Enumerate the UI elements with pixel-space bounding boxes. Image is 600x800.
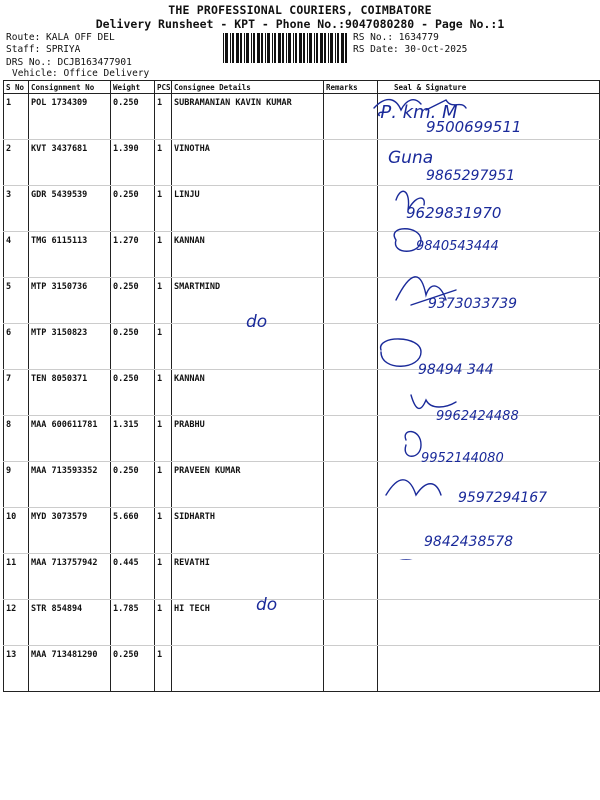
- barcode-bar: [267, 33, 270, 63]
- handwritten-phone-4: 9840543444: [416, 239, 499, 254]
- cell-sno: 10: [4, 508, 29, 554]
- barcode-bar: [251, 33, 252, 63]
- cell-pcs: 1: [155, 600, 172, 646]
- cell-weight: 1.315: [111, 416, 155, 462]
- cell-pcs: 1: [155, 462, 172, 508]
- cell-consignee: HI TECH: [172, 600, 324, 646]
- drs-label: DRS No.: DCJB163477901: [6, 57, 132, 68]
- header-weight: Weight: [111, 81, 155, 94]
- cell-consignment: MTP 3150823: [29, 324, 111, 370]
- cell-pcs: 1: [155, 324, 172, 370]
- signature-scribble-8: [411, 395, 456, 408]
- barcode-bar: [303, 33, 305, 63]
- cell-sno: 13: [4, 646, 29, 692]
- route-label: Route: KALA OFF DEL: [6, 32, 115, 43]
- barcode-bar: [244, 33, 245, 63]
- cell-weight: 0.250: [111, 646, 155, 692]
- barcode-bar: [240, 33, 242, 63]
- cell-consignee: SMARTMIND: [172, 278, 324, 324]
- header-remarks: Remarks: [324, 81, 378, 94]
- cell-pcs: 1: [155, 508, 172, 554]
- barcode-bar: [288, 33, 291, 63]
- cell-consignment: TMG 6115113: [29, 232, 111, 278]
- signature-scribble-10: [386, 480, 441, 495]
- cell-sno: 12: [4, 600, 29, 646]
- header-consignee: Consignee Details: [172, 81, 324, 94]
- cell-weight: 1.270: [111, 232, 155, 278]
- rs-date: RS Date: 30-Oct-2025: [353, 44, 468, 55]
- header-pcs: PCS: [155, 81, 172, 94]
- handwritten-phone-11: 9842438578: [424, 534, 514, 550]
- cell-weight: 1.785: [111, 600, 155, 646]
- barcode-bar: [330, 33, 333, 63]
- cell-consignee: SIDHARTH: [172, 508, 324, 554]
- barcode-bar: [246, 33, 249, 63]
- barcode-bar: [328, 33, 329, 63]
- barcode-bar: [278, 33, 281, 63]
- cell-consignment: TEN 8050371: [29, 370, 111, 416]
- barcode-bar: [309, 33, 312, 63]
- barcode-bar: [282, 33, 284, 63]
- barcode-bar: [335, 33, 336, 63]
- header-consignment: Consignment No: [29, 81, 111, 94]
- barcode-bar: [223, 33, 224, 63]
- handwritten-name-2: Guna: [388, 148, 434, 168]
- cell-consignee: LINJU: [172, 186, 324, 232]
- barcode-bar: [265, 33, 266, 63]
- cell-pcs: 1: [155, 416, 172, 462]
- table-row: [4, 646, 600, 692]
- cell-consignment: MAA 713593352: [29, 462, 111, 508]
- header-seal: Seal & Signature: [378, 81, 600, 94]
- cell-pcs: 1: [155, 554, 172, 600]
- signature-scribble-7: [381, 339, 421, 366]
- cell-pcs: 1: [155, 186, 172, 232]
- cell-consignee: KANNAN: [172, 232, 324, 278]
- barcode-image: [223, 33, 351, 63]
- cell-consignee: VINOTHA: [172, 140, 324, 186]
- barcode-bar: [236, 33, 239, 63]
- barcode-bar: [307, 33, 308, 63]
- document-subtitle: Delivery Runsheet - KPT - Phone No.:9047080280 - Page No.:1: [95, 17, 505, 31]
- cell-consignment: MAA 713757942: [29, 554, 111, 600]
- cell-weight: 0.250: [111, 94, 155, 140]
- cell-seal: [378, 646, 600, 692]
- cell-sno: 4: [4, 232, 29, 278]
- cell-consignment: MTP 3150736: [29, 278, 111, 324]
- barcode-bar: [324, 33, 326, 63]
- barcode-bar: [337, 33, 339, 63]
- cell-seal: [378, 600, 600, 646]
- cell-sno: 11: [4, 554, 29, 600]
- barcode-bar: [316, 33, 318, 63]
- cell-pcs: 1: [155, 278, 172, 324]
- cell-consignee: KANNAN: [172, 370, 324, 416]
- barcode-bar: [274, 33, 276, 63]
- barcode-bar: [257, 33, 260, 63]
- ditto-mark-row-6: do: [246, 312, 268, 332]
- handwritten-phone-1: 9500699511: [426, 118, 522, 136]
- signatures-overlay: [366, 0, 600, 560]
- rs-number: RS No.: 1634779: [353, 32, 439, 43]
- barcode-bar: [293, 33, 294, 63]
- cell-consignment: GDR 5439539: [29, 186, 111, 232]
- cell-consignee: REVATHI: [172, 554, 324, 600]
- cell-pcs: 1: [155, 94, 172, 140]
- cell-consignment: MAA 600611781: [29, 416, 111, 462]
- cell-consignment: MAA 713481290: [29, 646, 111, 692]
- cell-sno: 8: [4, 416, 29, 462]
- cell-sno: 9: [4, 462, 29, 508]
- vehicle-label: Vehicle: Office Delivery: [12, 68, 150, 79]
- barcode-bar: [314, 33, 315, 63]
- cell-pcs: 1: [155, 232, 172, 278]
- cell-consignee: PRAVEEN KUMAR: [172, 462, 324, 508]
- staff-label: Staff: SPRIYA: [6, 44, 81, 55]
- barcode-bar: [230, 33, 231, 63]
- handwritten-phone-7: 98494 344: [418, 362, 494, 378]
- cell-consignee: SUBRAMANIAN KAVIN KUMAR: [172, 94, 324, 140]
- cell-consignee: [172, 646, 324, 692]
- cell-consignment: MYD 3073579: [29, 508, 111, 554]
- signature-scribble-9: [405, 432, 421, 457]
- barcode-bar: [272, 33, 273, 63]
- cell-remarks: [324, 646, 378, 692]
- cell-weight: 0.250: [111, 186, 155, 232]
- barcode-bar: [286, 33, 287, 63]
- table-row: [4, 554, 600, 600]
- cell-remarks: [324, 554, 378, 600]
- cell-pcs: 1: [155, 140, 172, 186]
- header-sno: S No: [4, 81, 29, 94]
- cell-sno: 2: [4, 140, 29, 186]
- handwritten-phone-8: 9962424488: [436, 409, 519, 424]
- barcode-bar: [341, 33, 344, 63]
- cell-weight: 5.660: [111, 508, 155, 554]
- cell-weight: 0.250: [111, 462, 155, 508]
- cell-sno: 5: [4, 278, 29, 324]
- barcode-bar: [225, 33, 228, 63]
- table-row: [4, 600, 600, 646]
- cell-sno: 1: [4, 94, 29, 140]
- barcode-bar: [253, 33, 255, 63]
- cell-sno: 7: [4, 370, 29, 416]
- cell-consignment: POL 1734309: [29, 94, 111, 140]
- cell-weight: 0.250: [111, 278, 155, 324]
- handwritten-phone-3: 9629831970: [406, 204, 502, 222]
- cell-pcs: 1: [155, 370, 172, 416]
- cell-consignment: STR 854894: [29, 600, 111, 646]
- handwritten-phone-10: 9597294167: [458, 490, 548, 506]
- cell-consignee: PRABHU: [172, 416, 324, 462]
- barcode-bar: [232, 33, 234, 63]
- handwritten-phone-5: 9373033739: [428, 296, 518, 312]
- document-title: THE PROFESSIONAL COURIERS, COIMBATORE: [168, 3, 432, 17]
- cell-pcs: 1: [155, 646, 172, 692]
- cell-seal: [378, 554, 600, 600]
- signature-initials-1: Ꝓ. km. M: [378, 102, 458, 123]
- cell-sno: 3: [4, 186, 29, 232]
- barcode-bar: [261, 33, 263, 63]
- barcode-bar: [320, 33, 323, 63]
- cell-weight: 0.250: [111, 370, 155, 416]
- barcode-bar: [299, 33, 302, 63]
- cell-remarks: [324, 600, 378, 646]
- cell-weight: 0.250: [111, 324, 155, 370]
- cell-consignment: KVT 3437681: [29, 140, 111, 186]
- cell-sno: 6: [4, 324, 29, 370]
- handwritten-phone-9: 9952144080: [421, 451, 504, 466]
- handwritten-phone-2: 9865297951: [426, 168, 516, 184]
- ditto-mark-row-13: do: [256, 595, 278, 615]
- cell-weight: 1.390: [111, 140, 155, 186]
- cell-weight: 0.445: [111, 554, 155, 600]
- barcode-bar: [295, 33, 297, 63]
- barcode-bar: [345, 33, 347, 63]
